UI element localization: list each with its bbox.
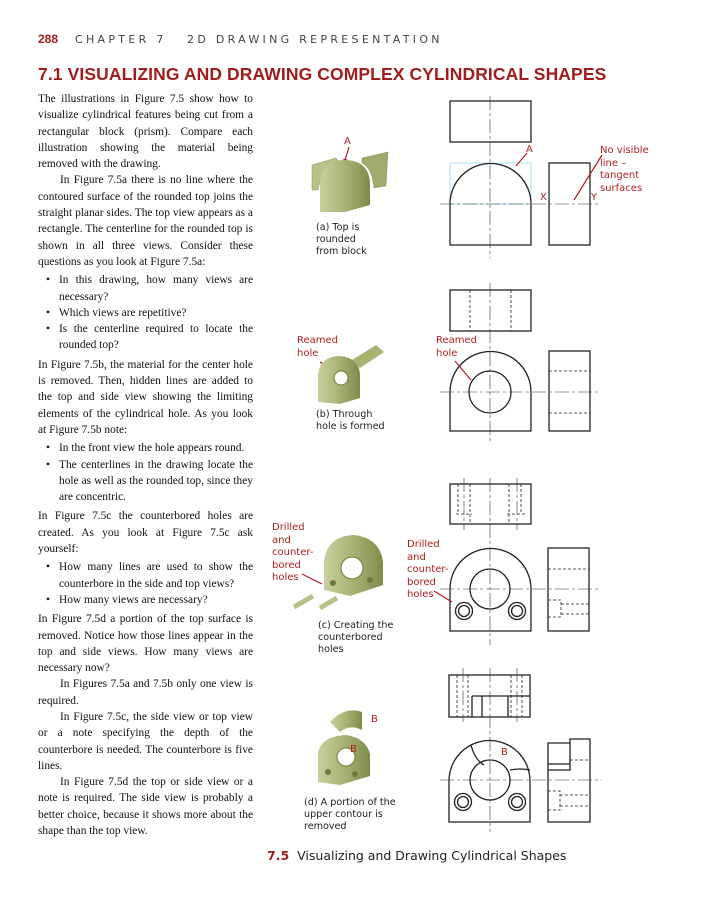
- label-x: X: [540, 192, 547, 203]
- label-a-front: A: [526, 144, 533, 155]
- chapter-title: 2D DRAWING REPRESENTATION: [187, 33, 443, 46]
- figure-title-text: Visualizing and Drawing Cylindrical Shapes: [297, 848, 567, 863]
- label-d-iso: B: [350, 744, 357, 755]
- figure-c-views: [450, 484, 589, 631]
- figure-number: 7.5: [267, 848, 290, 863]
- iso-d-removed-contour: [318, 710, 370, 785]
- iso-a-rounded-block: [312, 152, 388, 212]
- page-number: 288: [38, 32, 59, 46]
- label-b-iso: Reamed hole: [297, 335, 339, 359]
- paragraph: The illustrations in Figure 7.5 show how to visualize cylindrical features being cut from a rectangular block (prism). Compare each illustration showing the material being removed with the drawing.: [38, 93, 253, 171]
- caption-a: (a) Top is rounded from block: [316, 222, 367, 257]
- centerlines: [440, 96, 602, 832]
- list-item: • In the front view the hole appears round.: [59, 440, 253, 456]
- label-y: Y: [591, 192, 598, 203]
- paragraph: In Figure 7.5d a portion of the top surface is removed. Notice how those lines appear in the top and side views. How many views are necessary now?: [38, 613, 253, 675]
- label-d-piece: B: [371, 714, 378, 725]
- list-item: • Which views are repetitive?: [59, 305, 253, 321]
- note-tangent-surfaces: No visible line – tangent surfaces: [600, 145, 649, 194]
- list-item: • Is the centerline required to locate the rounded top?: [59, 321, 253, 354]
- paragraph: In Figure 7.5c, the side view or top view or a note specifying the depth of the counterbore is needed. The counterbore is five lines.: [38, 710, 253, 772]
- caption-d: (d) A portion of the upper contour is removed: [304, 797, 396, 832]
- paragraph: In Figures 7.5a and 7.5b only one view is required.: [38, 678, 253, 707]
- figure-d-views: [449, 675, 590, 822]
- list-item: • The centerlines in the drawing locate the hole as well as the rounded top, since they are concentric.: [59, 457, 253, 506]
- list-item: • How many views are necessary?: [59, 592, 253, 608]
- label-b-front: Reamed hole: [436, 335, 478, 359]
- label-c-iso: Drilled and counter-bored holes: [272, 522, 314, 583]
- label-d-front: B: [501, 747, 508, 758]
- list-item: • How many lines are used to show the counterbore in the side and top views?: [59, 559, 253, 592]
- paragraph: In Figure 7.5d the top or side view or a note is required. The side view is probably a better choice, because it shows more about the shape than the top view.: [38, 776, 253, 838]
- figure-a-views: [450, 101, 590, 245]
- caption-c: (c) Creating the counterbored holes: [318, 620, 394, 655]
- section-title: 7.1 VISUALIZING AND DRAWING COMPLEX CYLINDRICAL SHAPES: [38, 64, 607, 84]
- paragraph: In Figure 7.5b, the material for the center hole is removed. Then, hidden lines are added to the top and side view showing the limiting elements of the cylindrical hole. As you look at Figure 7.5b note:: [38, 358, 253, 436]
- paragraph: In Figure 7.5c the counterbored holes are created. As you look at Figure 7.5c ask yourself:: [38, 510, 253, 556]
- list-item: • In this drawing, how many views are necessary?: [59, 272, 253, 305]
- paragraph: In Figure 7.5a there is no line where the contoured surface of the rounded top joins the straight planar sides. The top view appears as a rectangle. The centerline for the rounded top is shown in all three views. Consider these questions as you look at Figure 7.5a:: [38, 174, 253, 268]
- label-a-iso: A: [344, 136, 351, 147]
- figure-title: [267, 848, 566, 863]
- figure-b-views: [450, 290, 590, 431]
- chapter-label: CHAPTER 7: [75, 33, 167, 46]
- label-c-front: Drilled and counter-bored holes: [407, 539, 449, 600]
- caption-b: (b) Through hole is formed: [316, 409, 385, 432]
